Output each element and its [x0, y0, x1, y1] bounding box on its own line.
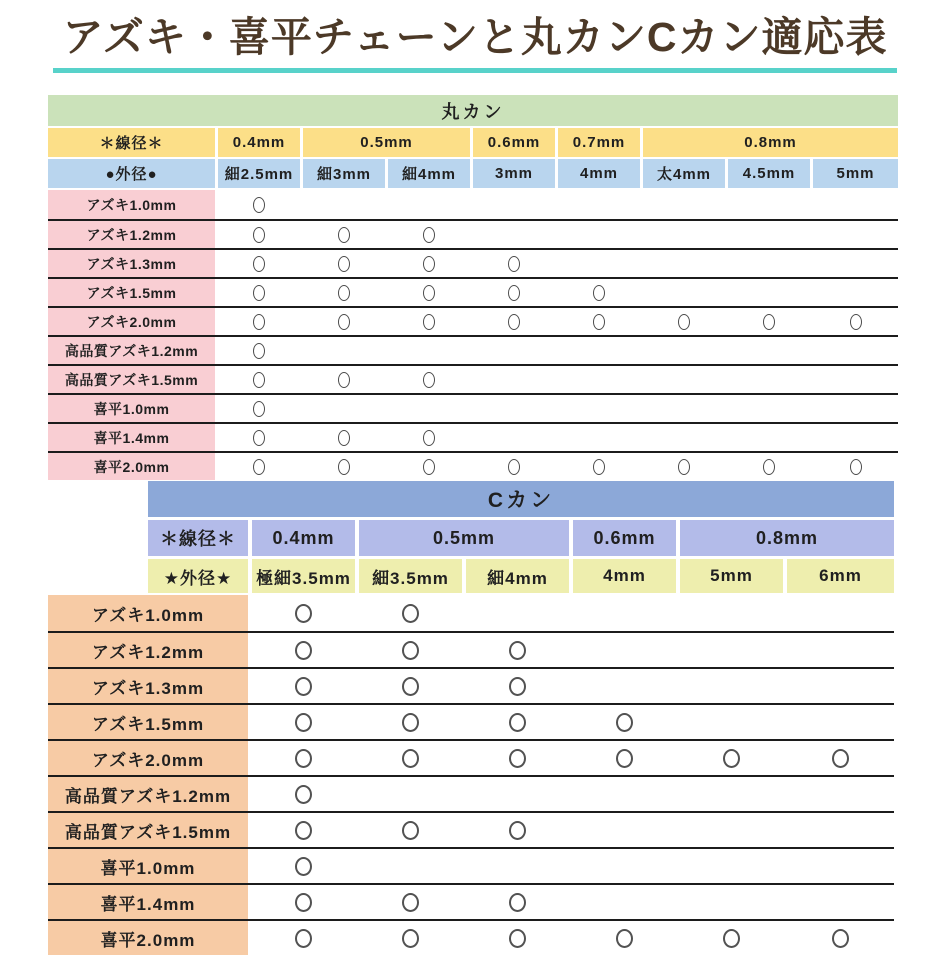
compatibility-cell: [218, 250, 303, 277]
compatibility-cell: [388, 250, 473, 277]
compatibility-cell: [303, 308, 388, 335]
chain-row: [48, 595, 894, 631]
compatibility-cell: [813, 366, 898, 393]
chain-row: [48, 451, 898, 480]
compatible-circle-mark: [402, 604, 419, 623]
title-bar: [0, 14, 950, 73]
compatible-circle-mark: [295, 893, 312, 912]
outer-diameter-row: [48, 159, 898, 188]
outer-diameter-value: 4mm: [558, 159, 643, 188]
compatible-circle-mark: [295, 713, 312, 732]
chain-row: [48, 811, 894, 847]
compatible-circle-mark: [253, 343, 265, 359]
compatibility-cell: [643, 366, 728, 393]
outer-diameter-value: 4mm: [573, 559, 680, 593]
wire-diameter-header: ＊線径＊: [48, 128, 218, 157]
compatible-circle-mark: [253, 430, 265, 446]
wire-diameter-value: 0.7mm: [558, 128, 643, 157]
compatibility-cell: [466, 885, 573, 919]
chain-row-label: アズキ1.5mm: [48, 279, 218, 306]
compatibility-cell: [252, 705, 359, 739]
outer-diameter-value: 細4mm: [388, 159, 473, 188]
compatibility-cell: [466, 705, 573, 739]
compatible-circle-mark: [402, 677, 419, 696]
compatible-circle-mark: [338, 430, 350, 446]
compatible-circle-mark: [423, 314, 435, 330]
compatibility-cell: [466, 741, 573, 775]
compatible-circle-mark: [832, 749, 849, 768]
chain-row-label: アズキ1.0mm: [48, 595, 252, 631]
compatibility-cell: [813, 190, 898, 219]
outer-diameter-value: 3mm: [473, 159, 558, 188]
compatibility-cell: [473, 424, 558, 451]
compatibility-cell: [680, 595, 787, 631]
outer-diameter-value: 太4mm: [643, 159, 728, 188]
compatibility-cell: [728, 308, 813, 335]
compatibility-cell: [558, 453, 643, 480]
compatibility-cell: [787, 705, 894, 739]
compatibility-cell: [252, 777, 359, 811]
compatibility-cell: [787, 633, 894, 667]
compatible-circle-mark: [253, 256, 265, 272]
page-title: アズキ・喜平チェーンと丸カンCカン適応表: [53, 14, 898, 73]
compatibility-cell: [558, 337, 643, 364]
compatible-circle-mark: [423, 372, 435, 388]
chain-row-label: アズキ2.0mm: [48, 308, 218, 335]
compatibility-cell: [473, 308, 558, 335]
compatibility-cell: [303, 395, 388, 422]
compatibility-cell: [218, 308, 303, 335]
compatibility-cell: [303, 221, 388, 248]
compatibility-cell: [473, 279, 558, 306]
compatible-circle-mark: [338, 314, 350, 330]
compatible-circle-mark: [423, 256, 435, 272]
chain-row-label: アズキ1.0mm: [48, 190, 218, 219]
compatible-circle-mark: [678, 459, 690, 475]
compatibility-cell: [728, 250, 813, 277]
compatible-circle-mark: [509, 821, 526, 840]
compatibility-cell: [388, 453, 473, 480]
compatibility-cell: [303, 279, 388, 306]
compatible-circle-mark: [509, 893, 526, 912]
compatibility-cell: [643, 395, 728, 422]
compatible-circle-mark: [253, 401, 265, 417]
chain-row: [48, 703, 894, 739]
compatibility-cell: [813, 221, 898, 248]
c-kan-table: [48, 481, 894, 955]
compatibility-cell: [813, 424, 898, 451]
compatible-circle-mark: [295, 929, 312, 948]
compatibility-cell: [252, 669, 359, 703]
compatibility-cell: [787, 885, 894, 919]
compatibility-cell: [643, 424, 728, 451]
chain-row: [48, 631, 894, 667]
compatible-circle-mark: [338, 256, 350, 272]
wire-diameter-value: 0.4mm: [218, 128, 303, 157]
compatibility-cell: [218, 337, 303, 364]
wire-diameter-header: ＊線径＊: [148, 520, 252, 556]
outer-diameter-value: 細3mm: [303, 159, 388, 188]
compatible-circle-mark: [593, 459, 605, 475]
compatible-circle-mark: [509, 677, 526, 696]
compatibility-cell: [728, 424, 813, 451]
compatibility-cell: [252, 741, 359, 775]
compatibility-cell: [359, 669, 466, 703]
compatibility-cell: [218, 221, 303, 248]
compatibility-cell: [359, 595, 466, 631]
wire-diameter-row: [48, 128, 898, 157]
compatibility-cell: [252, 885, 359, 919]
compatible-circle-mark: [616, 713, 633, 732]
compatibility-cell: [218, 366, 303, 393]
compatibility-cell: [680, 849, 787, 883]
compatibility-cell: [303, 337, 388, 364]
outer-diameter-header: ●外径●: [48, 159, 218, 188]
chain-row: [48, 883, 894, 919]
chain-row: [48, 667, 894, 703]
compatible-circle-mark: [253, 372, 265, 388]
compatibility-cell: [573, 595, 680, 631]
compatibility-cell: [680, 705, 787, 739]
compatibility-cell: [359, 777, 466, 811]
compatible-circle-mark: [295, 604, 312, 623]
compatible-circle-mark: [295, 857, 312, 876]
compatibility-cell: [680, 669, 787, 703]
compatibility-cell: [680, 813, 787, 847]
compatibility-cell: [573, 885, 680, 919]
compatibility-cell: [787, 777, 894, 811]
outer-diameter-value: 6mm: [787, 559, 894, 593]
compatible-circle-mark: [402, 713, 419, 732]
compatibility-cell: [218, 279, 303, 306]
compatibility-cell: [787, 595, 894, 631]
table-title: Cカン: [148, 481, 894, 517]
round-kan-table: [48, 95, 898, 480]
compatibility-cell: [643, 221, 728, 248]
chain-row-label: アズキ1.5mm: [48, 705, 252, 739]
compatibility-cell: [573, 777, 680, 811]
compatibility-cell: [466, 777, 573, 811]
compatible-circle-mark: [423, 285, 435, 301]
chain-row-label: アズキ2.0mm: [48, 741, 252, 775]
compatibility-cell: [643, 453, 728, 480]
compatibility-cell: [728, 453, 813, 480]
compatible-circle-mark: [253, 197, 265, 213]
compatible-circle-mark: [338, 227, 350, 243]
compatible-circle-mark: [763, 314, 775, 330]
compatible-circle-mark: [402, 821, 419, 840]
compatibility-cell: [558, 279, 643, 306]
compatibility-cell: [573, 669, 680, 703]
chain-row: [48, 219, 898, 248]
compatible-circle-mark: [616, 929, 633, 948]
compatibility-cell: [303, 190, 388, 219]
compatibility-cell: [473, 395, 558, 422]
chain-row: [48, 739, 894, 775]
compatibility-cell: [787, 669, 894, 703]
chain-row-label: アズキ1.2mm: [48, 221, 218, 248]
compatible-circle-mark: [295, 677, 312, 696]
compatibility-cell: [473, 453, 558, 480]
outer-diameter-value: 5mm: [680, 559, 787, 593]
compatibility-cell: [388, 190, 473, 219]
chain-row-label: 喜平1.0mm: [48, 849, 252, 883]
compatibility-cell: [643, 337, 728, 364]
compatibility-cell: [473, 250, 558, 277]
compatible-circle-mark: [423, 227, 435, 243]
compatible-circle-mark: [253, 314, 265, 330]
compatibility-cell: [787, 849, 894, 883]
compatibility-cell: [787, 741, 894, 775]
wire-diameter-value: 0.5mm: [303, 128, 473, 157]
compatible-circle-mark: [402, 929, 419, 948]
compatible-circle-mark: [402, 749, 419, 768]
chain-row-label: アズキ1.3mm: [48, 669, 252, 703]
wire-diameter-value: 0.5mm: [359, 520, 573, 556]
chain-row: [48, 277, 898, 306]
compatibility-cell: [218, 395, 303, 422]
chain-row-label: 高品質アズキ1.5mm: [48, 813, 252, 847]
compatibility-cell: [388, 395, 473, 422]
compatible-circle-mark: [423, 430, 435, 446]
compatible-circle-mark: [423, 459, 435, 475]
compatible-circle-mark: [508, 314, 520, 330]
compatibility-cell: [473, 221, 558, 248]
compatibility-cell: [813, 395, 898, 422]
compatible-circle-mark: [338, 459, 350, 475]
compatibility-cell: [680, 885, 787, 919]
compatible-circle-mark: [509, 713, 526, 732]
chain-row: [48, 775, 894, 811]
compatibility-cell: [813, 279, 898, 306]
compatible-circle-mark: [508, 285, 520, 301]
compatibility-cell: [388, 308, 473, 335]
compatibility-cell: [558, 366, 643, 393]
compatibility-cell: [466, 633, 573, 667]
compatibility-cell: [643, 308, 728, 335]
wire-diameter-value: 0.6mm: [473, 128, 558, 157]
wire-diameter-value: 0.6mm: [573, 520, 680, 556]
compatible-circle-mark: [850, 459, 862, 475]
compatible-circle-mark: [593, 285, 605, 301]
wire-diameter-value: 0.4mm: [252, 520, 359, 556]
compatibility-cell: [680, 741, 787, 775]
chain-row: [48, 248, 898, 277]
wire-diameter-row: [148, 520, 894, 556]
compatibility-cell: [388, 279, 473, 306]
compatibility-cell: [218, 424, 303, 451]
compatibility-cell: [359, 849, 466, 883]
outer-diameter-value: 4.5mm: [728, 159, 813, 188]
chain-row-label: 高品質アズキ1.2mm: [48, 777, 252, 811]
outer-diameter-value: 極細3.5mm: [252, 559, 359, 593]
compatibility-cell: [813, 337, 898, 364]
compatibility-cell: [558, 250, 643, 277]
chain-row-label: 喜平2.0mm: [48, 453, 218, 480]
table-title: 丸カン: [48, 95, 898, 126]
compatibility-cell: [473, 366, 558, 393]
chain-row-label: アズキ1.3mm: [48, 250, 218, 277]
chain-row-label: 喜平1.0mm: [48, 395, 218, 422]
compatibility-cell: [728, 337, 813, 364]
compatible-circle-mark: [402, 641, 419, 660]
compatible-circle-mark: [295, 821, 312, 840]
compatibility-cell: [473, 337, 558, 364]
chain-row-label: 喜平1.4mm: [48, 885, 252, 919]
wire-diameter-value: 0.8mm: [643, 128, 898, 157]
outer-diameter-value: 細4mm: [466, 559, 573, 593]
compatibility-cell: [573, 633, 680, 667]
compatibility-cell: [252, 813, 359, 847]
compatibility-cell: [643, 190, 728, 219]
compatible-circle-mark: [509, 929, 526, 948]
compatibility-cell: [813, 308, 898, 335]
outer-diameter-value: 細3.5mm: [359, 559, 466, 593]
compatible-circle-mark: [593, 314, 605, 330]
compatibility-cell: [466, 813, 573, 847]
compatibility-cell: [573, 741, 680, 775]
chain-row-label: 喜平1.4mm: [48, 424, 218, 451]
compatibility-cell: [558, 308, 643, 335]
chain-row: [48, 364, 898, 393]
compatible-circle-mark: [295, 785, 312, 804]
compatibility-cell: [303, 453, 388, 480]
compatibility-cell: [303, 250, 388, 277]
compatibility-cell: [558, 395, 643, 422]
compatible-circle-mark: [763, 459, 775, 475]
compatibility-cell: [728, 366, 813, 393]
compatibility-cell: [388, 366, 473, 393]
chain-row-label: 高品質アズキ1.2mm: [48, 337, 218, 364]
compatibility-cell: [728, 190, 813, 219]
compatibility-cell: [303, 424, 388, 451]
compatibility-cell: [359, 633, 466, 667]
compatible-circle-mark: [616, 749, 633, 768]
compatibility-cell: [643, 279, 728, 306]
compatibility-cell: [558, 190, 643, 219]
compatibility-cell: [643, 250, 728, 277]
compatibility-cell: [388, 221, 473, 248]
compatible-circle-mark: [723, 929, 740, 948]
compatibility-cell: [303, 366, 388, 393]
compatibility-cell: [466, 849, 573, 883]
compatibility-cell: [728, 395, 813, 422]
compatibility-cell: [252, 595, 359, 631]
compatibility-cell: [680, 777, 787, 811]
compatibility-cell: [359, 741, 466, 775]
wire-diameter-value: 0.8mm: [680, 520, 894, 556]
compatible-circle-mark: [678, 314, 690, 330]
compatible-circle-mark: [850, 314, 862, 330]
compatible-circle-mark: [509, 749, 526, 768]
compatibility-cell: [466, 669, 573, 703]
chain-row-label: 喜平2.0mm: [48, 921, 252, 955]
compatibility-cell: [558, 221, 643, 248]
compatible-circle-mark: [509, 641, 526, 660]
compatible-circle-mark: [402, 893, 419, 912]
compatibility-cell: [573, 849, 680, 883]
compatible-circle-mark: [253, 459, 265, 475]
compatible-circle-mark: [295, 749, 312, 768]
compatibility-cell: [252, 633, 359, 667]
compatibility-cell: [359, 705, 466, 739]
compatibility-cell: [680, 633, 787, 667]
chain-row: [48, 422, 898, 451]
chain-row: [48, 393, 898, 422]
outer-diameter-value: 細2.5mm: [218, 159, 303, 188]
chain-row: [48, 335, 898, 364]
chain-row: [48, 847, 894, 883]
compatibility-cell: [728, 221, 813, 248]
compatible-circle-mark: [723, 749, 740, 768]
compatibility-cell: [473, 190, 558, 219]
chain-row: [48, 190, 898, 219]
compatible-circle-mark: [508, 459, 520, 475]
compatible-circle-mark: [253, 285, 265, 301]
compatibility-cell: [359, 885, 466, 919]
outer-diameter-value: 5mm: [813, 159, 898, 188]
outer-diameter-row: [148, 559, 894, 593]
compatibility-cell: [573, 705, 680, 739]
compatible-circle-mark: [338, 285, 350, 301]
compatibility-cell: [573, 813, 680, 847]
compatible-circle-mark: [338, 372, 350, 388]
compatibility-cell: [787, 813, 894, 847]
compatible-circle-mark: [832, 929, 849, 948]
compatibility-cell: [728, 279, 813, 306]
compatibility-cell: [218, 453, 303, 480]
compatibility-cell: [388, 337, 473, 364]
chain-row-label: アズキ1.2mm: [48, 633, 252, 667]
chain-row-label: 高品質アズキ1.5mm: [48, 366, 218, 393]
chain-row: [48, 306, 898, 335]
compatibility-cell: [218, 190, 303, 219]
compatibility-cell: [466, 595, 573, 631]
compatible-circle-mark: [253, 227, 265, 243]
compatibility-cell: [252, 849, 359, 883]
compatible-circle-mark: [295, 641, 312, 660]
compatibility-cell: [558, 424, 643, 451]
outer-diameter-header: ★外径★: [148, 559, 252, 593]
compatibility-cell: [813, 453, 898, 480]
compatibility-cell: [388, 424, 473, 451]
compatible-circle-mark: [508, 256, 520, 272]
compatibility-cell: [813, 250, 898, 277]
compatibility-cell: [359, 813, 466, 847]
